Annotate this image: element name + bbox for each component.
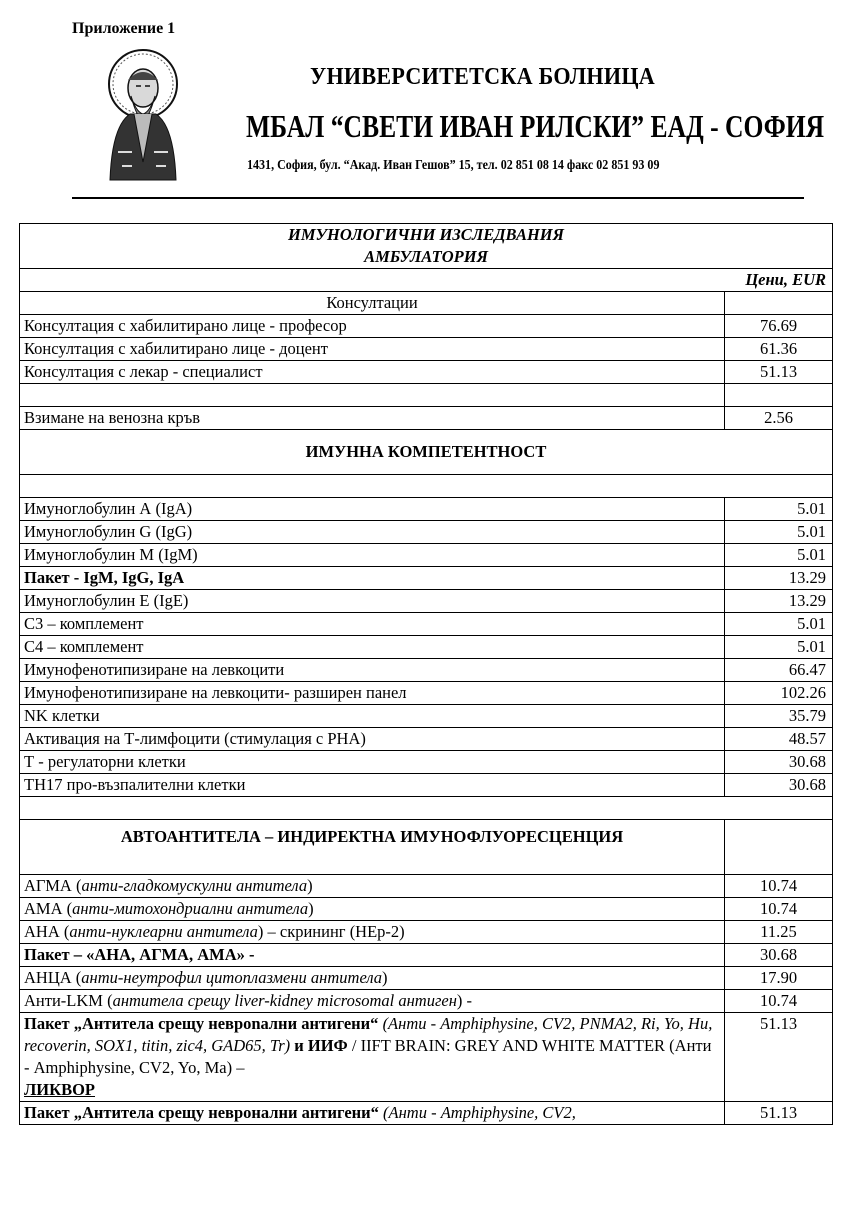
service-price: 10.74 [725, 898, 833, 921]
service-price: 35.79 [725, 705, 833, 728]
table-row [20, 944, 833, 967]
service-name: Пакет „Антитела срещу невронални антигени“ (Анти - Amphiphysine, CV2, [20, 1102, 725, 1125]
section-header-row [20, 430, 833, 475]
table-row [20, 338, 833, 361]
table-row [20, 751, 833, 774]
service-name: Имуноглобулин Е (IgE) [20, 590, 725, 613]
service-price: 5.01 [725, 613, 833, 636]
service-price: 5.01 [725, 521, 833, 544]
table-title-row [20, 224, 833, 269]
service-name: Взимане на венозна кръв [20, 407, 725, 430]
table-row [20, 590, 833, 613]
service-price: 17.90 [725, 967, 833, 990]
table-row [20, 659, 833, 682]
immune-section-header: ИМУННА КОМПЕТЕНТНОСТ [20, 430, 833, 475]
auto-section-header: АВТОАНТИТЕЛА – ИНДИРЕКТНА ИМУНОФЛУОРЕСЦЕНЦИЯ [20, 820, 725, 875]
service-price: 61.36 [725, 338, 833, 361]
table-row [20, 567, 833, 590]
service-name: Активация на Т-лимфоцити (стимулация с PHA) [20, 728, 725, 751]
service-name: Имунофенотипизиране на левкоцити [20, 659, 725, 682]
table-row [20, 613, 833, 636]
service-name: С4 – комплемент [20, 636, 725, 659]
service-name: Пакет „Антитела срещу неврonaлни антигени“ (Анти - Amphiphysine, CV2, PNMA2, Ri, Yo, Hu, recoverin, SOX1, titin, zic4, GAD65, Tr) и ИИФ / IIFT BRAIN: GREY AND WHITE MATTER (Анти - Amphiphysine, CV2, Yo, Ma) – ЛИКВОР [20, 1013, 725, 1102]
table-row [20, 921, 833, 944]
consult-header: Консултации [20, 292, 725, 315]
table-title-line-1: ИМУНОЛОГИЧНИ ИЗСЛЕДВАНИЯ [288, 225, 564, 244]
service-price: 30.68 [725, 751, 833, 774]
price-table [19, 223, 833, 1125]
empty-row [20, 475, 833, 498]
service-name: АМА (анти-митохондриални антитела) [20, 898, 725, 921]
service-price: 13.29 [725, 567, 833, 590]
table-row [20, 728, 833, 751]
service-name: Анти-LKM (антитела срещу liver-kidney microsomal антиген) - [20, 990, 725, 1013]
hospital-name-heading: МБАЛ “СВЕТИ ИВАН РИЛСКИ” ЕАД - СОФИЯ [246, 108, 825, 144]
service-price: 10.74 [725, 875, 833, 898]
table-row [20, 875, 833, 898]
service-name: АНА (анти-нуклеарни антитела) – скрининг (НЕр-2) [20, 921, 725, 944]
table-row [20, 898, 833, 921]
service-price: 76.69 [725, 315, 833, 338]
service-price: 102.26 [725, 682, 833, 705]
service-price: 2.56 [725, 407, 833, 430]
service-price: 5.01 [725, 498, 833, 521]
saint-icon-portrait [104, 42, 182, 182]
consult-header-row [20, 292, 833, 315]
service-name: Пакет – «АНА, АГМА, АМА» - [20, 944, 725, 967]
appendix-label: Приложение 1 [72, 20, 176, 37]
service-name: АНЦА (анти-неутрофил цитоплазмени антитела) [20, 967, 725, 990]
service-price: 11.25 [725, 921, 833, 944]
empty-cell [725, 292, 833, 315]
service-name: Имунофенотипизиране на левкоцити- разширен панел [20, 682, 725, 705]
table-row [20, 682, 833, 705]
table-title-line-2: АМБУЛАТОРИЯ [364, 247, 488, 266]
service-price: 51.13 [725, 361, 833, 384]
service-price: 30.68 [725, 944, 833, 967]
empty-cell [725, 820, 833, 875]
table-row [20, 544, 833, 567]
empty-row [20, 384, 833, 407]
header-divider [72, 197, 804, 199]
table-row [20, 1013, 833, 1102]
table-row [20, 705, 833, 728]
service-name: Консултация с хабилитирано лице - доцент [20, 338, 725, 361]
service-name: Пакет - IgM, IgG, IgA [20, 567, 725, 590]
service-price: 51.13 [725, 1013, 833, 1102]
table-title [20, 224, 833, 269]
service-price: 51.13 [725, 1102, 833, 1125]
service-name: Т - регулаторни клетки [20, 751, 725, 774]
table-row [20, 407, 833, 430]
service-name: NK клетки [20, 705, 725, 728]
section-header-row [20, 820, 833, 875]
service-price: 66.47 [725, 659, 833, 682]
hospital-address-line: 1431, София, бул. “Акад. Иван Гешов” 15, тел. 02 851 08 14 факс 02 851 93 09 [247, 158, 660, 173]
table-row [20, 990, 833, 1013]
table-row [20, 967, 833, 990]
service-name: С3 – комплемент [20, 613, 725, 636]
table-row [20, 636, 833, 659]
service-name: Имуноглобулин А (IgA) [20, 498, 725, 521]
service-price: 48.57 [725, 728, 833, 751]
table-row [20, 521, 833, 544]
service-price: 10.74 [725, 990, 833, 1013]
service-name: Консултация с лекар - специалист [20, 361, 725, 384]
service-name: Имуноглобулин М (IgM) [20, 544, 725, 567]
service-price: 5.01 [725, 636, 833, 659]
service-name: Имуноглобулин G (IgG) [20, 521, 725, 544]
price-header: Цени, EUR [20, 269, 833, 292]
service-price: 13.29 [725, 590, 833, 613]
table-row [20, 774, 833, 797]
table-row [20, 361, 833, 384]
price-header-row [20, 269, 833, 292]
hospital-type-heading: УНИВЕРСИТЕТСКА БОЛНИЦА [310, 64, 656, 90]
service-price: 30.68 [725, 774, 833, 797]
service-name: Консултация с хабилитирано лице - професор [20, 315, 725, 338]
table-row [20, 315, 833, 338]
table-row [20, 1102, 833, 1125]
service-price: 5.01 [725, 544, 833, 567]
service-name: АГМА (анти-гладкомускулни антитела) [20, 875, 725, 898]
table-row [20, 498, 833, 521]
empty-row [20, 797, 833, 820]
service-name: ТН17 про-възпалителни клетки [20, 774, 725, 797]
